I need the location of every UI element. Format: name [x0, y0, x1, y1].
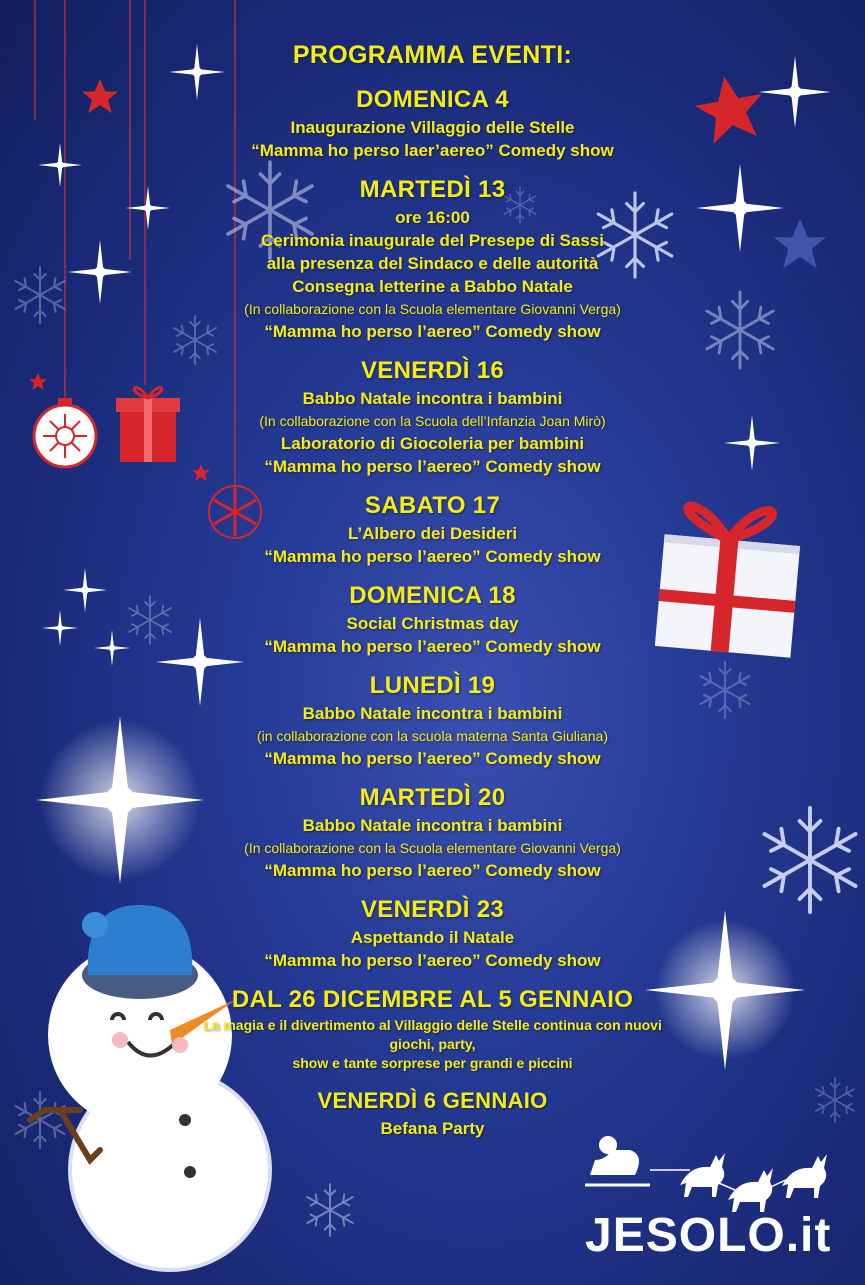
event-line: “Mamma ho perso l’aereo” Comedy show — [264, 637, 601, 656]
event-date: DOMENICA 18 — [349, 582, 516, 609]
event-line: “Mamma ho perso laer’aereo” Comedy show — [251, 141, 614, 160]
event-line: Babbo Natale incontra i bambini — [302, 704, 563, 723]
snowflake-icon — [701, 662, 750, 718]
event-domenica-18 — [200, 580, 665, 658]
event-martedi-20 — [200, 782, 665, 882]
event-line: Befana Party — [380, 1119, 485, 1138]
sparkle-icon — [126, 186, 170, 230]
event-note: (In collaborazione con la Scuola elementare Giovanni Verga) — [244, 840, 621, 856]
event-line: ore 16:00 — [395, 208, 470, 227]
event-venerdi-16 — [200, 355, 665, 478]
snowflake-icon — [16, 1092, 65, 1148]
program-title: PROGRAMMA EVENTI: — [292, 41, 573, 69]
event-martedi-13 — [200, 174, 665, 343]
event-note: (In collaborazione con la Scuola dell’Infanzia Joan Mirò) — [259, 413, 606, 429]
sparkle-icon — [645, 910, 805, 1070]
sparkle-icon — [696, 164, 784, 252]
logo-text: JESOLO — [585, 1209, 786, 1262]
event-line: La magia e il divertimento al Villaggio delle Stelle continua con nuovi giochi, party, — [203, 1017, 662, 1052]
event-date: MARTEDÌ 20 — [359, 784, 506, 811]
event-date: VENERDÌ 6 GENNAIO — [317, 1088, 548, 1113]
event-line: Inaugurazione Villaggio delle Stelle — [290, 118, 575, 137]
event-line: “Mamma ho perso l’aereo” Comedy show — [264, 951, 601, 970]
event-line: Social Christmas day — [346, 614, 519, 633]
event-line: “Mamma ho perso l’aereo” Comedy show — [264, 457, 601, 476]
sparkle-icon — [63, 568, 107, 612]
logo-suffix: .it — [785, 1209, 832, 1262]
jesolo-logo — [585, 1208, 832, 1264]
event-date: DOMENICA 4 — [356, 86, 509, 113]
star-icon — [774, 219, 826, 268]
event-date: VENERDÌ 23 — [360, 896, 505, 923]
event-sabato-17 — [200, 490, 665, 568]
sparkle-icon — [94, 630, 130, 666]
sparkle-icon — [42, 610, 78, 646]
event-line: alla presenza del Sindaco e delle autorità — [266, 254, 599, 273]
event-line: “Mamma ho perso l’aereo” Comedy show — [264, 861, 601, 880]
snowflake-icon — [16, 267, 65, 323]
event-dal-26-dicembre — [200, 984, 665, 1073]
snowflake-icon — [307, 1184, 353, 1236]
gift-icon — [116, 388, 180, 462]
gift-icon — [655, 502, 803, 658]
event-domenica-4 — [200, 84, 665, 162]
event-line: Cerimonia inaugurale del Presepe di Sassi — [261, 231, 604, 250]
event-line: “Mamma ho perso l’aereo” Comedy show — [264, 749, 601, 768]
event-lunedi-19 — [200, 670, 665, 770]
event-line: L’Albero dei Desideri — [347, 524, 518, 543]
event-venerdi-6-gennaio — [200, 1085, 665, 1140]
sparkle-icon — [759, 56, 831, 128]
ornament-icon — [34, 398, 96, 467]
event-date: MARTEDÌ 13 — [359, 176, 506, 203]
event-note: (In collaborazione con la Scuola elementare Giovanni Verga) — [244, 301, 621, 317]
event-line: Aspettando il Natale — [350, 928, 515, 947]
event-line: “Mamma ho perso l’aereo” Comedy show — [264, 322, 601, 341]
event-date: VENERDÌ 16 — [360, 357, 505, 384]
event-line: Laboratorio di Giocoleria per bambini — [280, 434, 585, 453]
snowflake-icon — [129, 596, 171, 644]
event-line: Consegna letterine a Babbo Natale — [292, 277, 573, 296]
snowflake-icon — [816, 1078, 855, 1122]
snowflake-icon — [765, 808, 856, 912]
event-line: “Mamma ho perso l’aereo” Comedy show — [264, 547, 601, 566]
event-program — [200, 38, 665, 1152]
event-line: Babbo Natale incontra i bambini — [302, 389, 563, 408]
sparkle-icon — [36, 716, 204, 884]
snowflake-icon — [707, 292, 774, 368]
event-line: Babbo Natale incontra i bambini — [302, 816, 563, 835]
event-venerdi-23 — [200, 894, 665, 972]
event-line: show e tante sorprese per grandi e piccini — [292, 1055, 573, 1071]
sparkle-icon — [38, 143, 82, 187]
event-date: SABATO 17 — [364, 492, 501, 519]
event-date: DAL 26 DICEMBRE AL 5 GENNAIO — [231, 986, 634, 1013]
sparkle-icon — [724, 415, 780, 471]
sparkle-icon — [68, 240, 132, 304]
event-note: (in collaborazione con la scuola materna Santa Giuliana) — [257, 728, 608, 744]
event-date: LUNEDÌ 19 — [369, 672, 496, 699]
